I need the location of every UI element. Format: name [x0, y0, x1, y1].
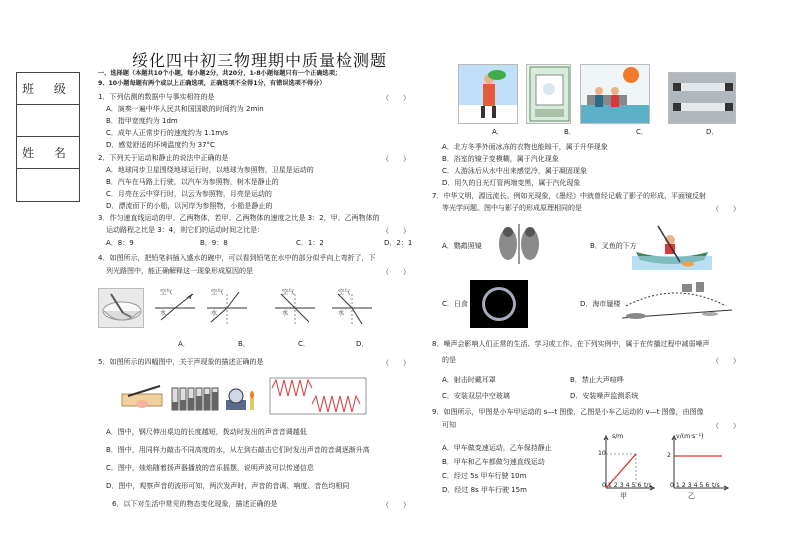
q5-option-a: A．图中，钢尺伸出桌边的长度越短，拨动时发出的声音音调越低 — [106, 428, 307, 436]
mirror-photo — [526, 64, 571, 124]
q9-answer-paren: （ ） — [712, 422, 740, 430]
q3-stem: 3．作匀速直线运动的甲、乙两物体，若甲、乙两物体的速度之比是 3：2，甲、乙两物体的 — [98, 214, 380, 222]
parrot-mirror-image — [496, 220, 542, 268]
tube-photo — [668, 72, 736, 124]
q2-option-b: B．汽车在马路上行驶，以汽车为参照物，树木是静止的 — [106, 178, 279, 186]
q2-option-d: D．漂流而下的小船，以河岸为参照物，小船是静止的 — [106, 202, 273, 210]
laundry-photo — [458, 64, 518, 124]
diagram-b-water: 水 — [211, 310, 218, 317]
q2-option-c: C．月亮在云中穿行时，以云为参照物，月亮是运动的 — [106, 190, 272, 198]
q1-stem: 1．下列估测的数据中与事实相符的是 — [98, 93, 215, 101]
q2-answer-paren: （ ） — [382, 155, 410, 163]
yi-caption: 乙 — [688, 492, 695, 500]
q9-option-a: A．甲车做变速运动，乙车保持静止 — [442, 444, 552, 452]
eclipse-image — [470, 280, 528, 328]
page-title: 绥化四中初三物理期中质量检测题 — [132, 51, 388, 70]
q6-label-c: C． — [636, 128, 648, 136]
q9-option-b: B．甲车和乙车都做匀速直线运动 — [442, 458, 545, 466]
q9-stem2: 可知 — [442, 421, 456, 429]
q4-option-d: D． — [356, 340, 369, 348]
q3-option-b: B．9：8 — [200, 239, 228, 247]
q6-option-c: C．人游泳后从水中出来感觉冷，属于凝固现象 — [442, 167, 587, 175]
q4-option-c: C． — [298, 340, 310, 348]
q6-option-a: A．北方冬季外面冰冻的衣物也能晾干，属于升华现象 — [442, 143, 608, 151]
q3-option-a: A．8：9 — [106, 239, 134, 247]
q7-option-b: B．叉鱼的下方 — [590, 242, 637, 250]
bottles-icon — [172, 388, 218, 410]
q5-figures — [120, 376, 370, 416]
q1-option-b: B．指甲宽度约为 1dm — [106, 117, 178, 125]
q8-option-d: D．安装噪声监测系统 — [570, 392, 639, 400]
spear-fishing-image — [632, 222, 712, 270]
q4-option-a: A． — [178, 340, 190, 348]
q5-answer-paren: （ ） — [382, 359, 410, 367]
yi-ytick: 2 — [667, 452, 671, 459]
diagram-b-air: 空气 — [211, 289, 224, 296]
q1-option-d: D．感觉舒适的环境温度约为 37°C — [106, 141, 215, 149]
diagram-a-water: 水 — [160, 310, 167, 317]
q1-option-a: A．演奏一遍中华人民共和国国歌的时间约为 2min — [106, 105, 264, 113]
q4-option-b: B． — [238, 340, 250, 348]
q5-stem: 5．如图所示的四幅图中，关于声现象的描述正确的是 — [98, 358, 264, 366]
class-blank[interactable] — [17, 105, 79, 137]
instructions-line1: 一、选择题（本题共10个小题，每小题2分，共20分，1-8小题每题只有一个正确选项； — [98, 70, 342, 77]
q7-option-a: A．鹦鹉照镜 — [442, 242, 482, 250]
q6-option-b: B．浴室的镜子变模糊，属于汽化现象 — [442, 155, 559, 163]
diagram-c — [275, 290, 315, 326]
swimmer-photo — [580, 64, 650, 124]
diagram-c-air: 空气 — [282, 289, 295, 296]
q8-option-c: C．安装双层中空玻璃 — [442, 392, 510, 400]
yi-xunit: t/s — [712, 482, 720, 489]
q4-stem: 4．如图所示，把铅笔斜插入盛水的碗中，可以看到铅笔在水中的部分似乎向上弯折了，下 — [98, 254, 376, 262]
q9-option-c: C．经过 5s 甲车行驶 10m — [442, 472, 527, 480]
q6-option-d: D．用久的日光灯管两端变黑，属于汽化现象 — [442, 179, 581, 187]
ruler-icon — [122, 386, 162, 408]
class-label: 班 级 — [17, 73, 79, 105]
q4-stem2: 列光路图中，能正确解释这一现象形成原因的是 — [106, 267, 253, 275]
q3-option-c: C．1：2 — [296, 239, 324, 247]
q7-stem: 7．中华文明，源远流长。例如光现象，《墨经》中就曾经记载了影子的形成、平面镜反射 — [432, 192, 706, 200]
q9-option-d: D．经过 8s 甲车行驶 15m — [442, 486, 527, 494]
instructions-line2: 9、10小题每题有两个或以上正确选项，正确选项不全得1分，有错误选项不得分） — [98, 80, 326, 87]
q7-answer-paren: （ ） — [712, 205, 740, 213]
q5-option-d: D．图中，观察声音的波形可知，两次发声时，声音的音调、响度、音色均相同 — [106, 482, 350, 490]
jia-xunit: t/s — [644, 482, 652, 489]
q6-stem: 6．以下对生活中常见的物态变化现象，描述正确的是 — [112, 500, 278, 508]
q5-option-b: B．图中，用同样力敲击不同高度的水，从左到右敲击它们时发出声音的音调逐渐升高 — [106, 446, 370, 454]
bowl-pencil-photo — [98, 288, 144, 328]
yi-ylabel: v/(m·s⁻¹) — [676, 433, 704, 440]
waveform-icon — [270, 378, 366, 414]
q3-answer-paren: （ ） — [382, 227, 410, 235]
diagram-a-air: 空气 — [160, 289, 173, 296]
speaker-candle-icon — [226, 389, 254, 410]
q6-label-d: D． — [706, 128, 719, 136]
diagram-d-water: 水 — [338, 310, 345, 317]
jia-caption: 甲 — [620, 492, 627, 500]
diagram-d-air: 空气 — [338, 289, 351, 296]
q2-option-a: A．地球同步卫星围绕地球运行时，以地球为参照物，卫星是运动的 — [106, 166, 314, 174]
q1-answer-paren: （ ） — [382, 94, 410, 102]
q7-option-d: D．海市蜃楼 — [580, 300, 621, 308]
jia-xticks: 0 1 2 3 4 5 6 — [602, 482, 642, 489]
q4-answer-paren: （ ） — [382, 268, 410, 276]
q3-option-d: D．2：1 — [384, 239, 413, 247]
bowl-pencil-drawing — [99, 289, 144, 328]
q5-option-c: C．图中，烛焰随着扬声器播放的音乐摇摆，说明声波可以传递信息 — [106, 464, 314, 472]
q2-stem: 2．下列关于运动和静止的说法中正确的是 — [98, 154, 229, 162]
q8-option-b: B．禁止大声喧哗 — [570, 376, 624, 384]
q3-stem2: 运动路程之比是 3：4，则它们的运动时间之比是： — [106, 226, 265, 234]
yi-xticks: 0 1 2 3 4 5 6 — [670, 482, 710, 489]
student-info-box — [16, 72, 80, 202]
q8-answer-paren: （ ） — [712, 357, 740, 365]
q6-label-a: A． — [492, 128, 504, 136]
q7-stem2: 等光学问题。图中与影子的形成原理相同的是 — [442, 204, 582, 212]
q8-option-a: A．射击时戴耳罩 — [442, 376, 496, 384]
jia-ytick: 10 — [598, 450, 606, 457]
q8-stem: 8．噪声会影响人们正常的生活、学习或工作。在下列实例中，属于在传播过程中减弱噪声 — [432, 340, 710, 348]
q7-option-c: C．日食 — [442, 300, 468, 308]
name-label: 姓 名 — [17, 137, 79, 169]
jia-ylabel: s/m — [612, 433, 624, 440]
diagram-c-water: 水 — [282, 310, 289, 317]
q8-stem2: 的是 — [442, 356, 456, 364]
mirage-image — [622, 280, 732, 326]
q6-answer-paren: （ ） — [382, 501, 410, 509]
name-blank[interactable] — [17, 169, 79, 201]
q9-stem: 9．如图所示，甲图是小车甲运动的 s—t 图像，乙图是小车乙运动的 v—t 图像，由图像 — [432, 408, 704, 416]
q6-label-b: B． — [564, 128, 576, 136]
q1-option-c: C．成年人正常步行的速度约为 1.1m/s — [106, 129, 229, 137]
